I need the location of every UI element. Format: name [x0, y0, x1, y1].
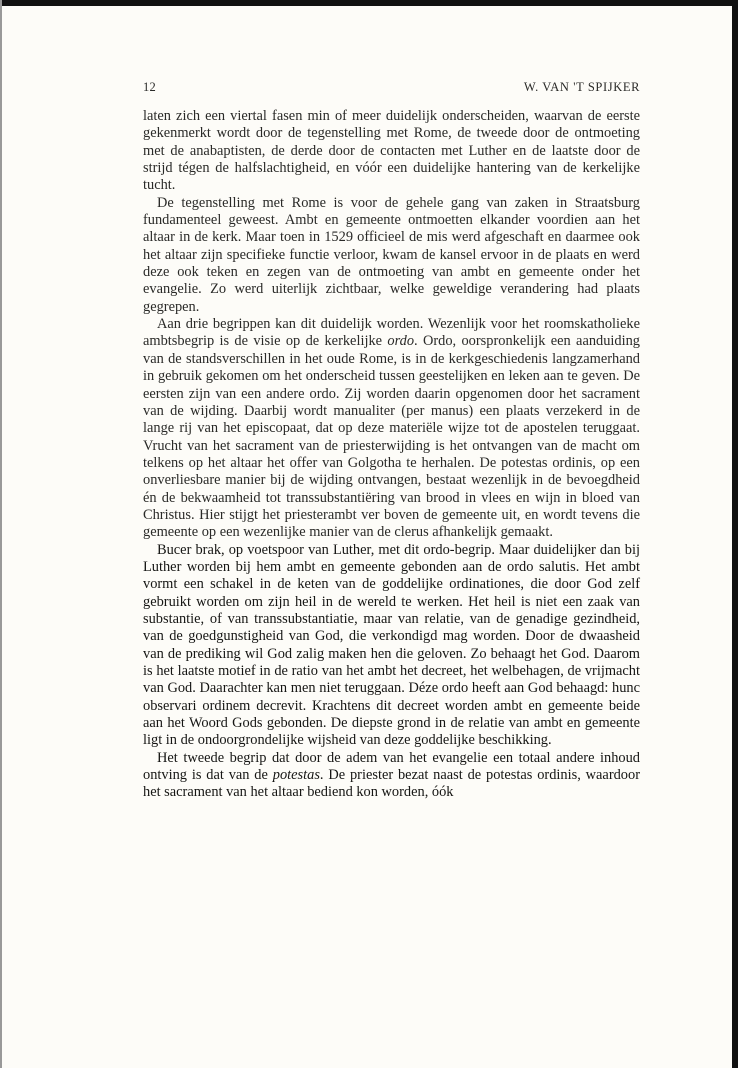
paragraph-1	[143, 108, 640, 195]
paragraph-2	[143, 195, 640, 316]
italic-term: potestas	[272, 767, 320, 784]
text-run: . De priester bezat naast de potestas ordinis, waardoor het sacrament van het altaar bediend kon worden, óók	[143, 767, 640, 801]
text-run: laten zich een viertal fasen min of meer duidelijk onderscheiden, waarvan de eerste gekenmerkt wordt door de tegenstelling met Rome, de tweede door de ontmoeting met de anabaptisten, de derde door de contacten met Luther en de laatste door de strijd tégen de halfslachtigheid, en vóór een duidelijke hantering van de kerkelijke tucht.	[143, 108, 640, 194]
paragraph-5	[143, 750, 640, 802]
scan-border-right	[732, 0, 738, 1068]
text-run: Het tweede begrip dat door de adem van het evangelie een totaal andere inhoud ontving is dat van de	[143, 749, 640, 784]
text-run: . Ordo, oorspronkelijk een aanduiding van de standsverschillen in het oude Rome, is in de kerkgeschiedenis langzamerhand in gebruik gekomen om het onderscheid tussen geestelijken en leken aan te geven. De eersten zijn van een andere ordo. Zij worden daarin opgenomen door het sacrament van de wijding. Daarbij wordt manualiter (per manus) een plaats verzekerd in de lange rij van het episcopaat, dat op deze materiële wijze tot de apostelen teruggaat. Vrucht van het sacrament van de priesterwijding is het ontvangen van de macht om telkens op het altaar het offer van Golgotha te herhalen. De potestas ordinis, op een onverliesbare manier bij de wijding ontvangen, bestaat wezenlijk in de bevoegdheid én de bekwaamheid tot transsubstantiëring van brood in vlees en wijn in bloed van Christus. Hier stijgt het priesterambt ver boven de gemeente uit, en wordt tevens die gemeente op een wezenlijke manier van de clerus afhankelijk gemaakt.	[143, 333, 640, 541]
text-run: De tegenstelling met Rome is voor de gehele gang van zaken in Straatsburg fundamenteel geweest. Ambt en gemeente ontmoetten elkander voordien aan het altaar in de kerk. Maar toen in 1529 officieel de mis werd afgeschaft en daarmee ook het altaar zijn specifieke functie verloor, kwam de kansel ervoor in de plaats en werd deze ook teken en zegen van de ontmoeting van ambt en gemeente onder het evangelie. Zo werd uiterlijk zichtbaar, welke geweldige verandering had plaats gegrepen.	[143, 194, 640, 315]
italic-term: ordo	[387, 333, 415, 350]
body-text	[143, 108, 640, 802]
scan-border-left	[0, 0, 2, 1068]
page-header	[143, 80, 640, 100]
page-number: 12	[143, 80, 156, 94]
paragraph-4	[143, 542, 640, 750]
paragraph-3	[143, 316, 640, 541]
running-head: W. VAN 'T SPIJKER	[523, 80, 640, 94]
text-run: Aan drie begrippen kan dit duidelijk worden. Wezenlijk voor het roomskatholieke ambtsbegrip is de visie op de kerkelijke	[143, 316, 640, 350]
text-run: Bucer brak, op voetspoor van Luther, met dit ordo-begrip. Maar duidelijker dan bij Luther worden bij hem ambt en gemeente gebonden aan de ordo salutis. Het ambt vormt een schakel in de keten van de goddelijke ordinationes, die door God zelf gebruikt worden om zijn heil in de wereld te werken. Het heil is niet een zaak van substantie, of van transsubstantiatie, maar van relatie, van de genadige gezindheid, van de goedgunstigheid van God, die verkondigd mag worden. Door de dwaasheid van de prediking wil God zalig maken hen die geloven. Zo behaagt het God. Daarom is het laatste motief in de ratio van het ambt het decreet, het welbehagen, de vrijmacht van God. Daarachter kan men niet teruggaan. Déze ordo heeft aan God behaagd: hunc observari ordinem decrevit. Krachtens dit decreet worden ambt en gemeente beide aan het Woord Gods gebonden. De diepste grond in de relatie van ambt en gemeente ligt in de ondoorgrondelijke wijsheid van deze goddelijke beschikking.	[143, 541, 640, 749]
scan-border-top	[0, 0, 738, 6]
